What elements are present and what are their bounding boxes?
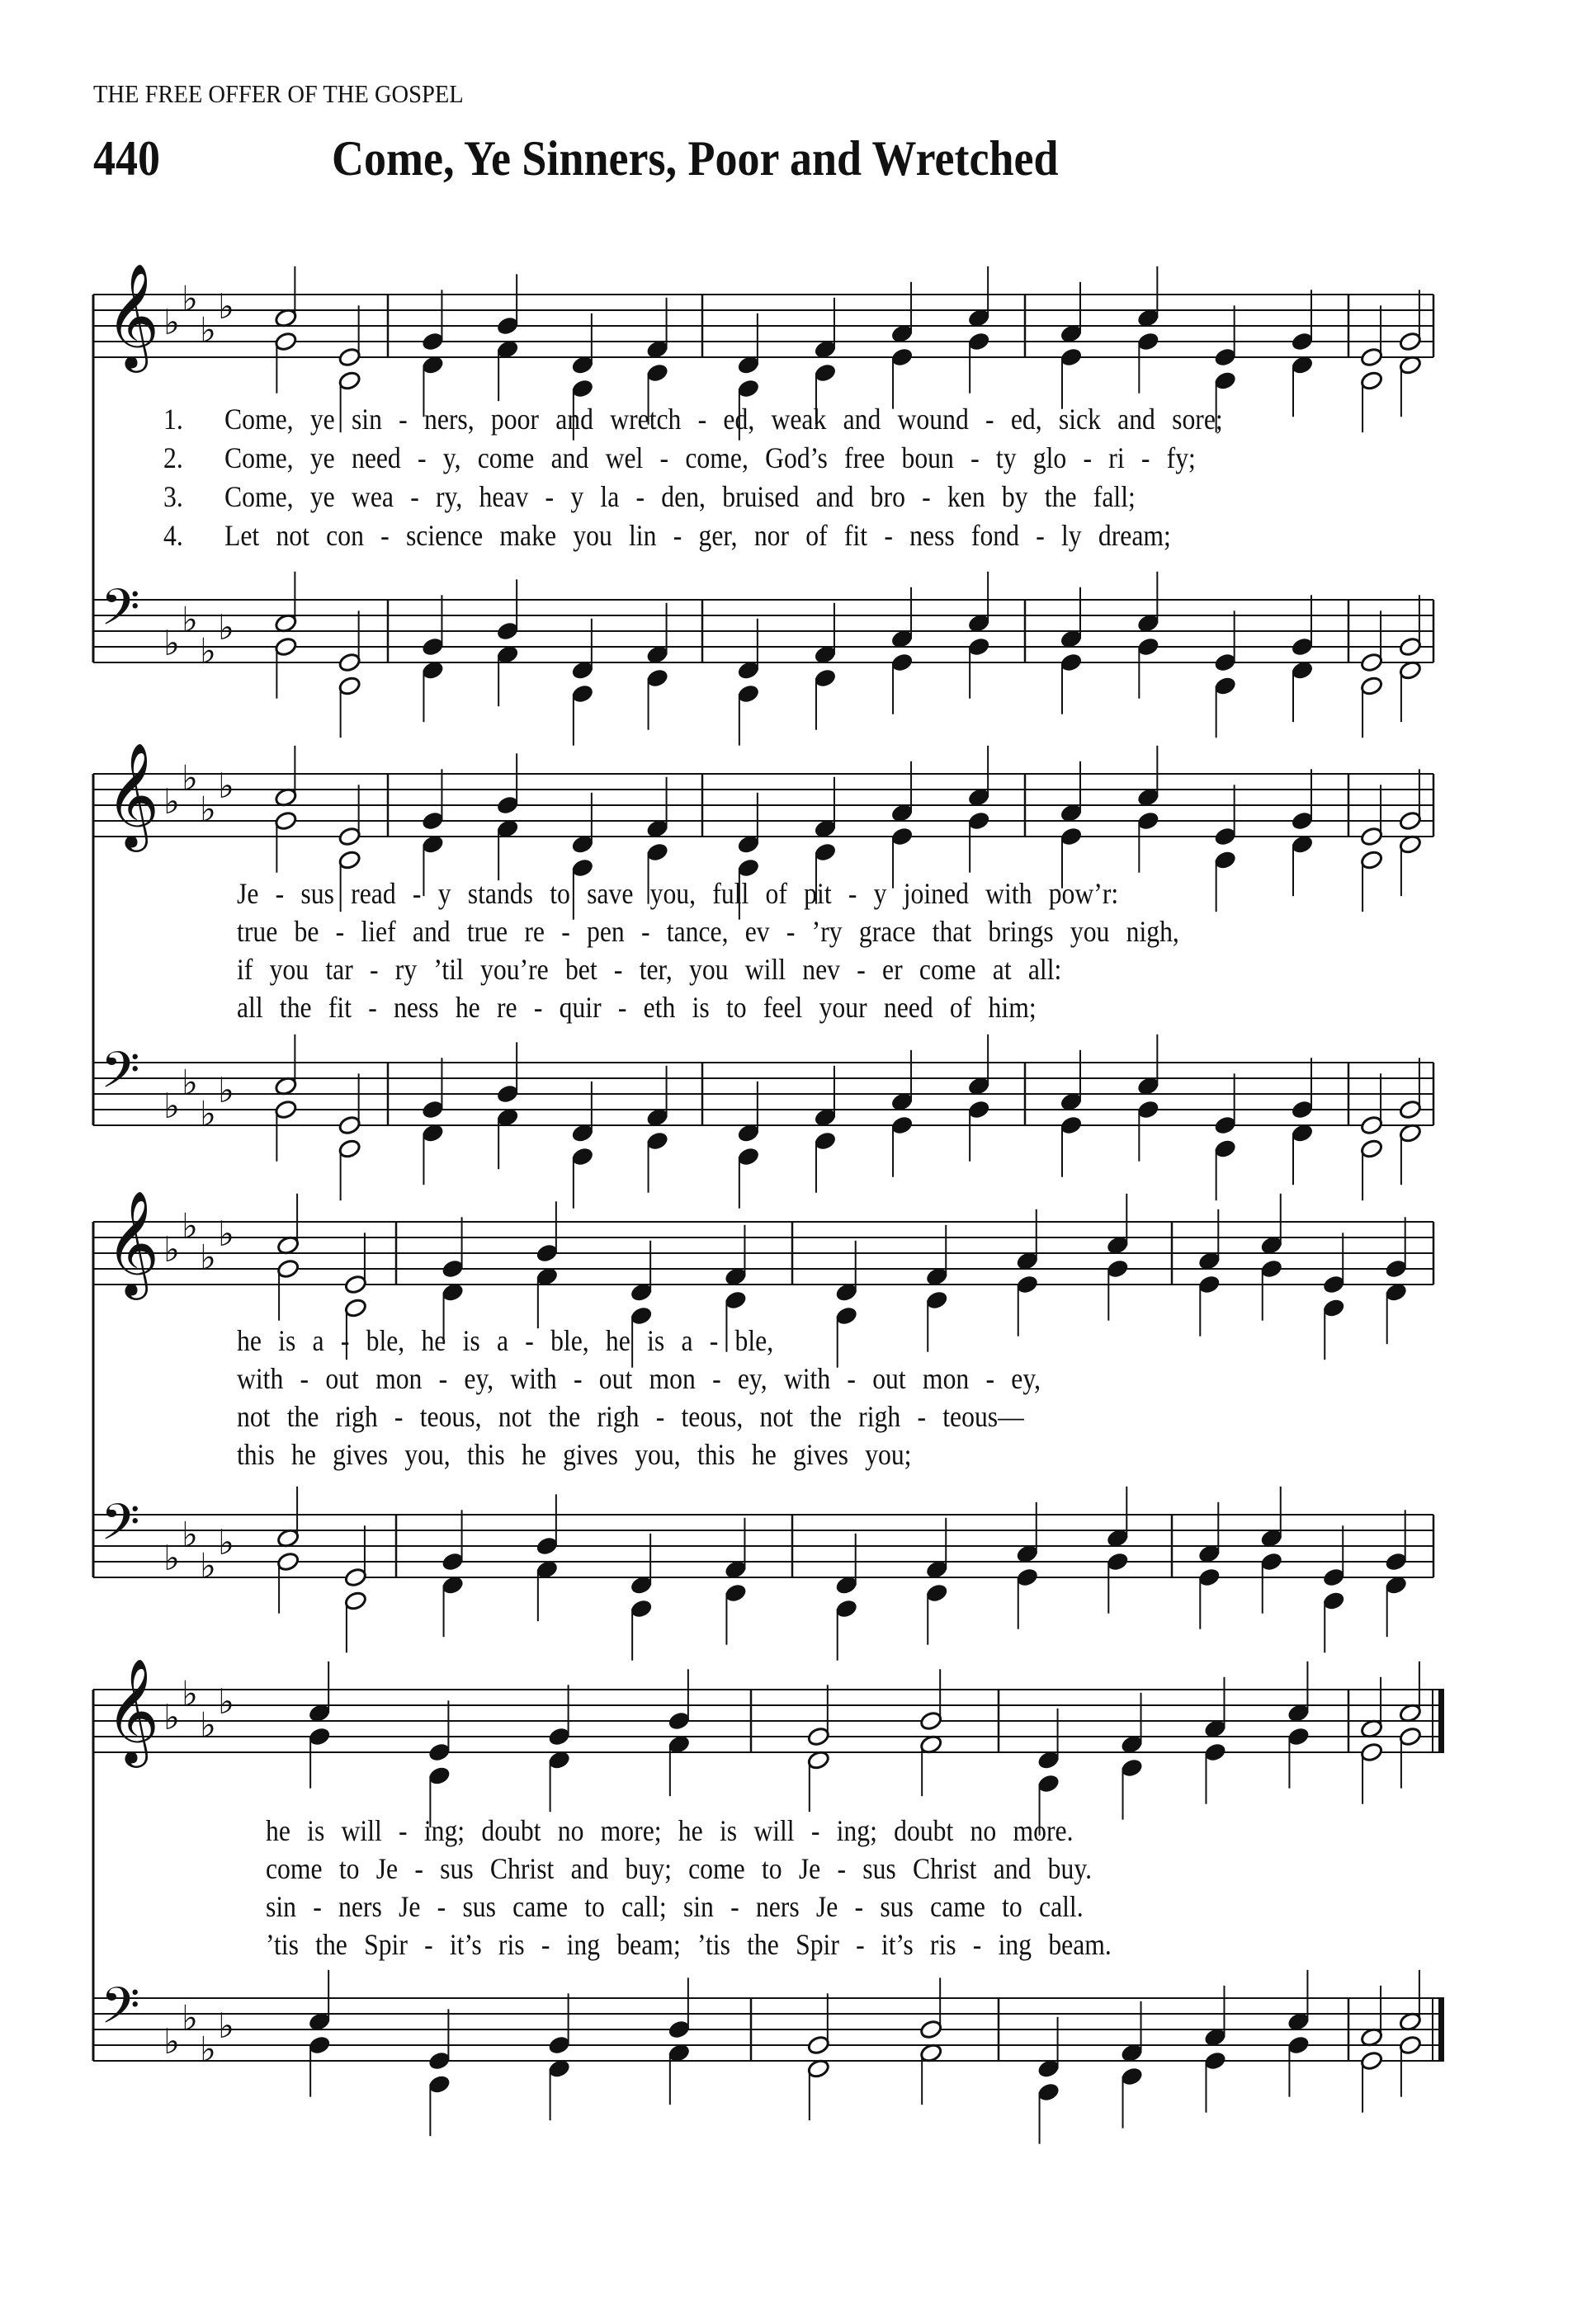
- flat-icon: ♭: [200, 309, 216, 351]
- flat-icon: ♭: [200, 1545, 216, 1586]
- verse-number: 4.: [163, 519, 183, 552]
- lyric-line-verse-1: [0, 1813, 1582, 1850]
- lyric-text: sin - ners Je - sus came to call; sin - ners Je - sus came to call.: [266, 1890, 1084, 1923]
- bass-clef-icon: 𝄢: [101, 1041, 140, 1112]
- bass-clef-icon: 𝄢: [101, 1977, 140, 2048]
- flat-icon: ♭: [200, 789, 216, 830]
- flat-icon: ♭: [218, 766, 234, 806]
- lyric-text: if you tar - ry ’til you’re bet - ter, you will nev - er come at all:: [237, 953, 1062, 986]
- flat-icon: ♭: [218, 1070, 234, 1110]
- lyric-text: Let not con - science make you lin - ger, nor of fit - ness fond - ly dream;: [224, 519, 1171, 552]
- treble-notes: [308, 1662, 1423, 1836]
- flat-icon: ♭: [182, 1997, 198, 2039]
- lyric-text: true be - lief and true re - pen - tance, ev - ’ry grace that brings you nigh,: [237, 915, 1179, 948]
- section-header: THE FREE OFFER OF THE GOSPEL: [93, 79, 464, 108]
- flat-icon: ♭: [200, 1704, 216, 1746]
- flat-icon: ♭: [200, 1237, 216, 1278]
- verse-number: 2.: [163, 441, 183, 474]
- flat-icon: ♭: [218, 607, 234, 648]
- treble-clef-icon: 𝄞: [106, 1657, 160, 1763]
- lyric-text: this he gives you, this he gives you, this he gives you;: [237, 1438, 912, 1471]
- flat-icon: ♭: [163, 302, 180, 342]
- verse-number: 1.: [163, 403, 183, 436]
- lyric-line-verse-3: [0, 1889, 1582, 1926]
- flat-icon: ♭: [182, 599, 198, 640]
- lyric-text: he is will - ing; doubt no more; he is will - ing; doubt no more.: [266, 1814, 1074, 1847]
- lyric-text: not the righ - teous, not the righ - teous, not the righ - teous—: [237, 1400, 1024, 1433]
- flat-icon: ♭: [200, 1093, 216, 1134]
- flat-icon: ♭: [218, 286, 234, 327]
- flat-icon: ♭: [218, 1214, 234, 1254]
- treble-clef-icon: 𝄞: [106, 262, 160, 368]
- lyric-line-verse-4: [0, 1927, 1582, 1963]
- hymn-number: 440: [93, 131, 160, 186]
- flat-icon: ♭: [218, 1681, 234, 1722]
- flat-icon: ♭: [218, 1522, 234, 1563]
- treble-clef-icon: 𝄞: [106, 742, 160, 847]
- flat-icon: ♭: [182, 1062, 198, 1103]
- flat-icon: ♭: [163, 1697, 180, 1737]
- flat-icon: ♭: [182, 1205, 198, 1247]
- flat-icon: ♭: [163, 1229, 180, 1270]
- flat-icon: ♭: [200, 630, 216, 672]
- lyric-text: all the fit - ness he re - quir - eth is to feel your need of him;: [237, 991, 1037, 1024]
- lyric-text: Come, ye need - y, come and wel - come, God’s free boun - ty glo - ri - fy;: [224, 441, 1196, 474]
- flat-icon: ♭: [163, 1086, 180, 1126]
- flat-icon: ♭: [163, 1538, 180, 1578]
- bass-staff: [93, 1977, 1444, 2070]
- verse-number: 3.: [163, 480, 183, 513]
- flat-icon: ♭: [200, 2029, 216, 2070]
- lyric-text: Je - sus read - y stands to save you, full of pit - y joined with pow’r:: [237, 877, 1119, 910]
- lyric-text: Come, ye sin - ners, poor and wretch - ed, weak and wound - ed, sick and sore;: [224, 403, 1223, 436]
- lyric-line-verse-2: [0, 1851, 1582, 1888]
- flat-icon: ♭: [218, 2006, 234, 2046]
- bass-notes: [308, 1970, 1423, 2144]
- flat-icon: ♭: [163, 2021, 180, 2062]
- bass-clef-icon: 𝄢: [101, 1493, 140, 1564]
- lyric-text: ’tis the Spir - it’s ris - ing beam; ’tis the Spir - it’s ris - ing beam.: [266, 1928, 1112, 1961]
- hymn-title: Come, Ye Sinners, Poor and Wretched: [332, 131, 1059, 186]
- flat-icon: ♭: [182, 1514, 198, 1555]
- bass-clef-icon: 𝄢: [101, 578, 140, 649]
- flat-icon: ♭: [163, 781, 180, 822]
- lyric-text: he is a - ble, he is a - ble, he is a - ble,: [237, 1324, 774, 1357]
- flat-icon: ♭: [182, 1673, 198, 1714]
- treble-clef-icon: 𝄞: [106, 1190, 160, 1295]
- treble-staff: [93, 1657, 1444, 1768]
- lyric-text: come to Je - sus Christ and buy; come to Je - sus Christ and buy.: [266, 1852, 1093, 1885]
- lyric-text: Come, ye wea - ry, heav - y la - den, bruised and bro - ken by the fall;: [224, 480, 1136, 513]
- lyric-text: with - out mon - ey, with - out mon - ey, with - out mon - ey,: [237, 1362, 1041, 1395]
- flat-icon: ♭: [163, 623, 180, 663]
- flat-icon: ♭: [182, 278, 198, 319]
- flat-icon: ♭: [182, 757, 198, 799]
